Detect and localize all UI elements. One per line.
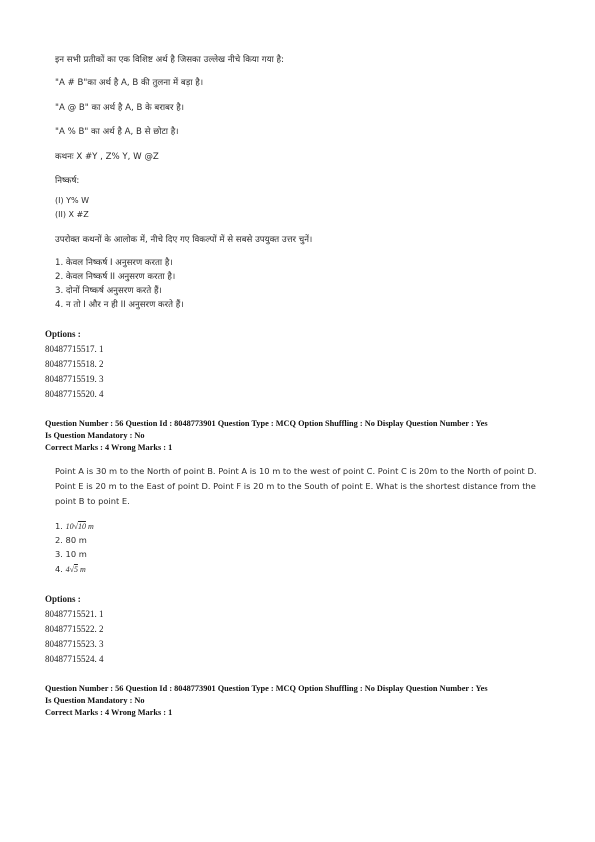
- question-mandatory: Is Question Mandatory : No: [45, 431, 145, 440]
- math-expression: [66, 565, 86, 574]
- choice-1: [55, 521, 94, 531]
- choice-number: 4.: [55, 564, 63, 574]
- instruction: उपरोक्त कथनों के आलोक में, नीचे दिए गए विकल्पों में से सबसे उपयुक्त उत्तर चुनें।: [55, 235, 313, 245]
- coefficient: 4: [65, 565, 70, 574]
- choice-3: 3. 10 m: [55, 549, 87, 559]
- question-intro: इन सभी प्रतीकों का एक विशिष्ट अर्थ है जिसका उल्लेख नीचे किया गया है:: [55, 55, 284, 65]
- option-id: 80487715523. 3: [45, 639, 104, 649]
- question-meta-line: Question Number : 56 Question Id : 8048773901 Question Type : MCQ Option Shuffling : No Display Question Number : Yes: [45, 684, 488, 693]
- choice-4: 4. न तो I और न ही II अनुसरण करते हैं।: [55, 300, 184, 310]
- question-meta-line: Question Number : 56 Question Id : 8048773901 Question Type : MCQ Option Shuffling : No Display Question Number : Yes: [45, 419, 488, 428]
- unit: m: [87, 522, 94, 531]
- options-label: Options :: [45, 594, 81, 604]
- sqrt-icon: √: [69, 565, 74, 574]
- choice-number: 1.: [55, 521, 63, 531]
- option-id: 80487715517. 1: [45, 344, 104, 354]
- coefficient: 10: [65, 522, 74, 531]
- question-mandatory: Is Question Mandatory : No: [45, 696, 145, 705]
- question-marks: Correct Marks : 4 Wrong Marks : 1: [45, 443, 173, 452]
- option-id: 80487715522. 2: [45, 624, 104, 634]
- choice-3: 3. दोनों निष्कर्ष अनुसरण करते हैं।: [55, 286, 162, 296]
- option-id: 80487715519. 3: [45, 374, 104, 384]
- question-text-line: Point E is 20 m to the East of point D. Point F is 20 m to the South of point E. What is the shortest distance from the: [55, 481, 536, 491]
- question-text-line: point B to point E.: [55, 496, 130, 506]
- sqrt-icon: √: [73, 522, 78, 531]
- unit: m: [79, 565, 86, 574]
- conclusions-label: निष्कर्ष:: [55, 176, 80, 186]
- option-id: 80487715520. 4: [45, 389, 104, 399]
- option-id: 80487715521. 1: [45, 609, 104, 619]
- math-expression: [66, 522, 94, 531]
- symbol-rule-3: "A % B" का अर्थ है A, B से छोटा है।: [55, 127, 179, 137]
- option-id: 80487715518. 2: [45, 359, 104, 369]
- radicand: 5: [73, 565, 78, 574]
- choice-2: 2. केवल निष्कर्ष II अनुसरण करता है।: [55, 272, 176, 282]
- radicand: 10: [77, 522, 86, 531]
- question-marks: Correct Marks : 4 Wrong Marks : 1: [45, 708, 173, 717]
- question-text-line: Point A is 30 m to the North of point B. Point A is 10 m to the west of point C. Point C is 20m to the North of point D.: [55, 466, 537, 476]
- symbol-rule-2: "A @ B" का अर्थ है A, B के बराबर है।: [55, 103, 185, 113]
- option-id: 80487715524. 4: [45, 654, 104, 664]
- statements: कथनः X #Y , Z% Y, W @Z: [55, 152, 159, 162]
- choice-4: [55, 564, 86, 574]
- options-label: Options :: [45, 329, 81, 339]
- choice-1: 1. केवल निष्कर्ष I अनुसरण करता है।: [55, 258, 173, 268]
- conclusion-2: (II) X #Z: [55, 210, 89, 219]
- conclusion-1: (I) Y% W: [55, 196, 90, 205]
- choice-2: 2. 80 m: [55, 535, 87, 545]
- symbol-rule-1: "A # B"का अर्थ है A, B की तुलना में बड़ा है।: [55, 78, 204, 88]
